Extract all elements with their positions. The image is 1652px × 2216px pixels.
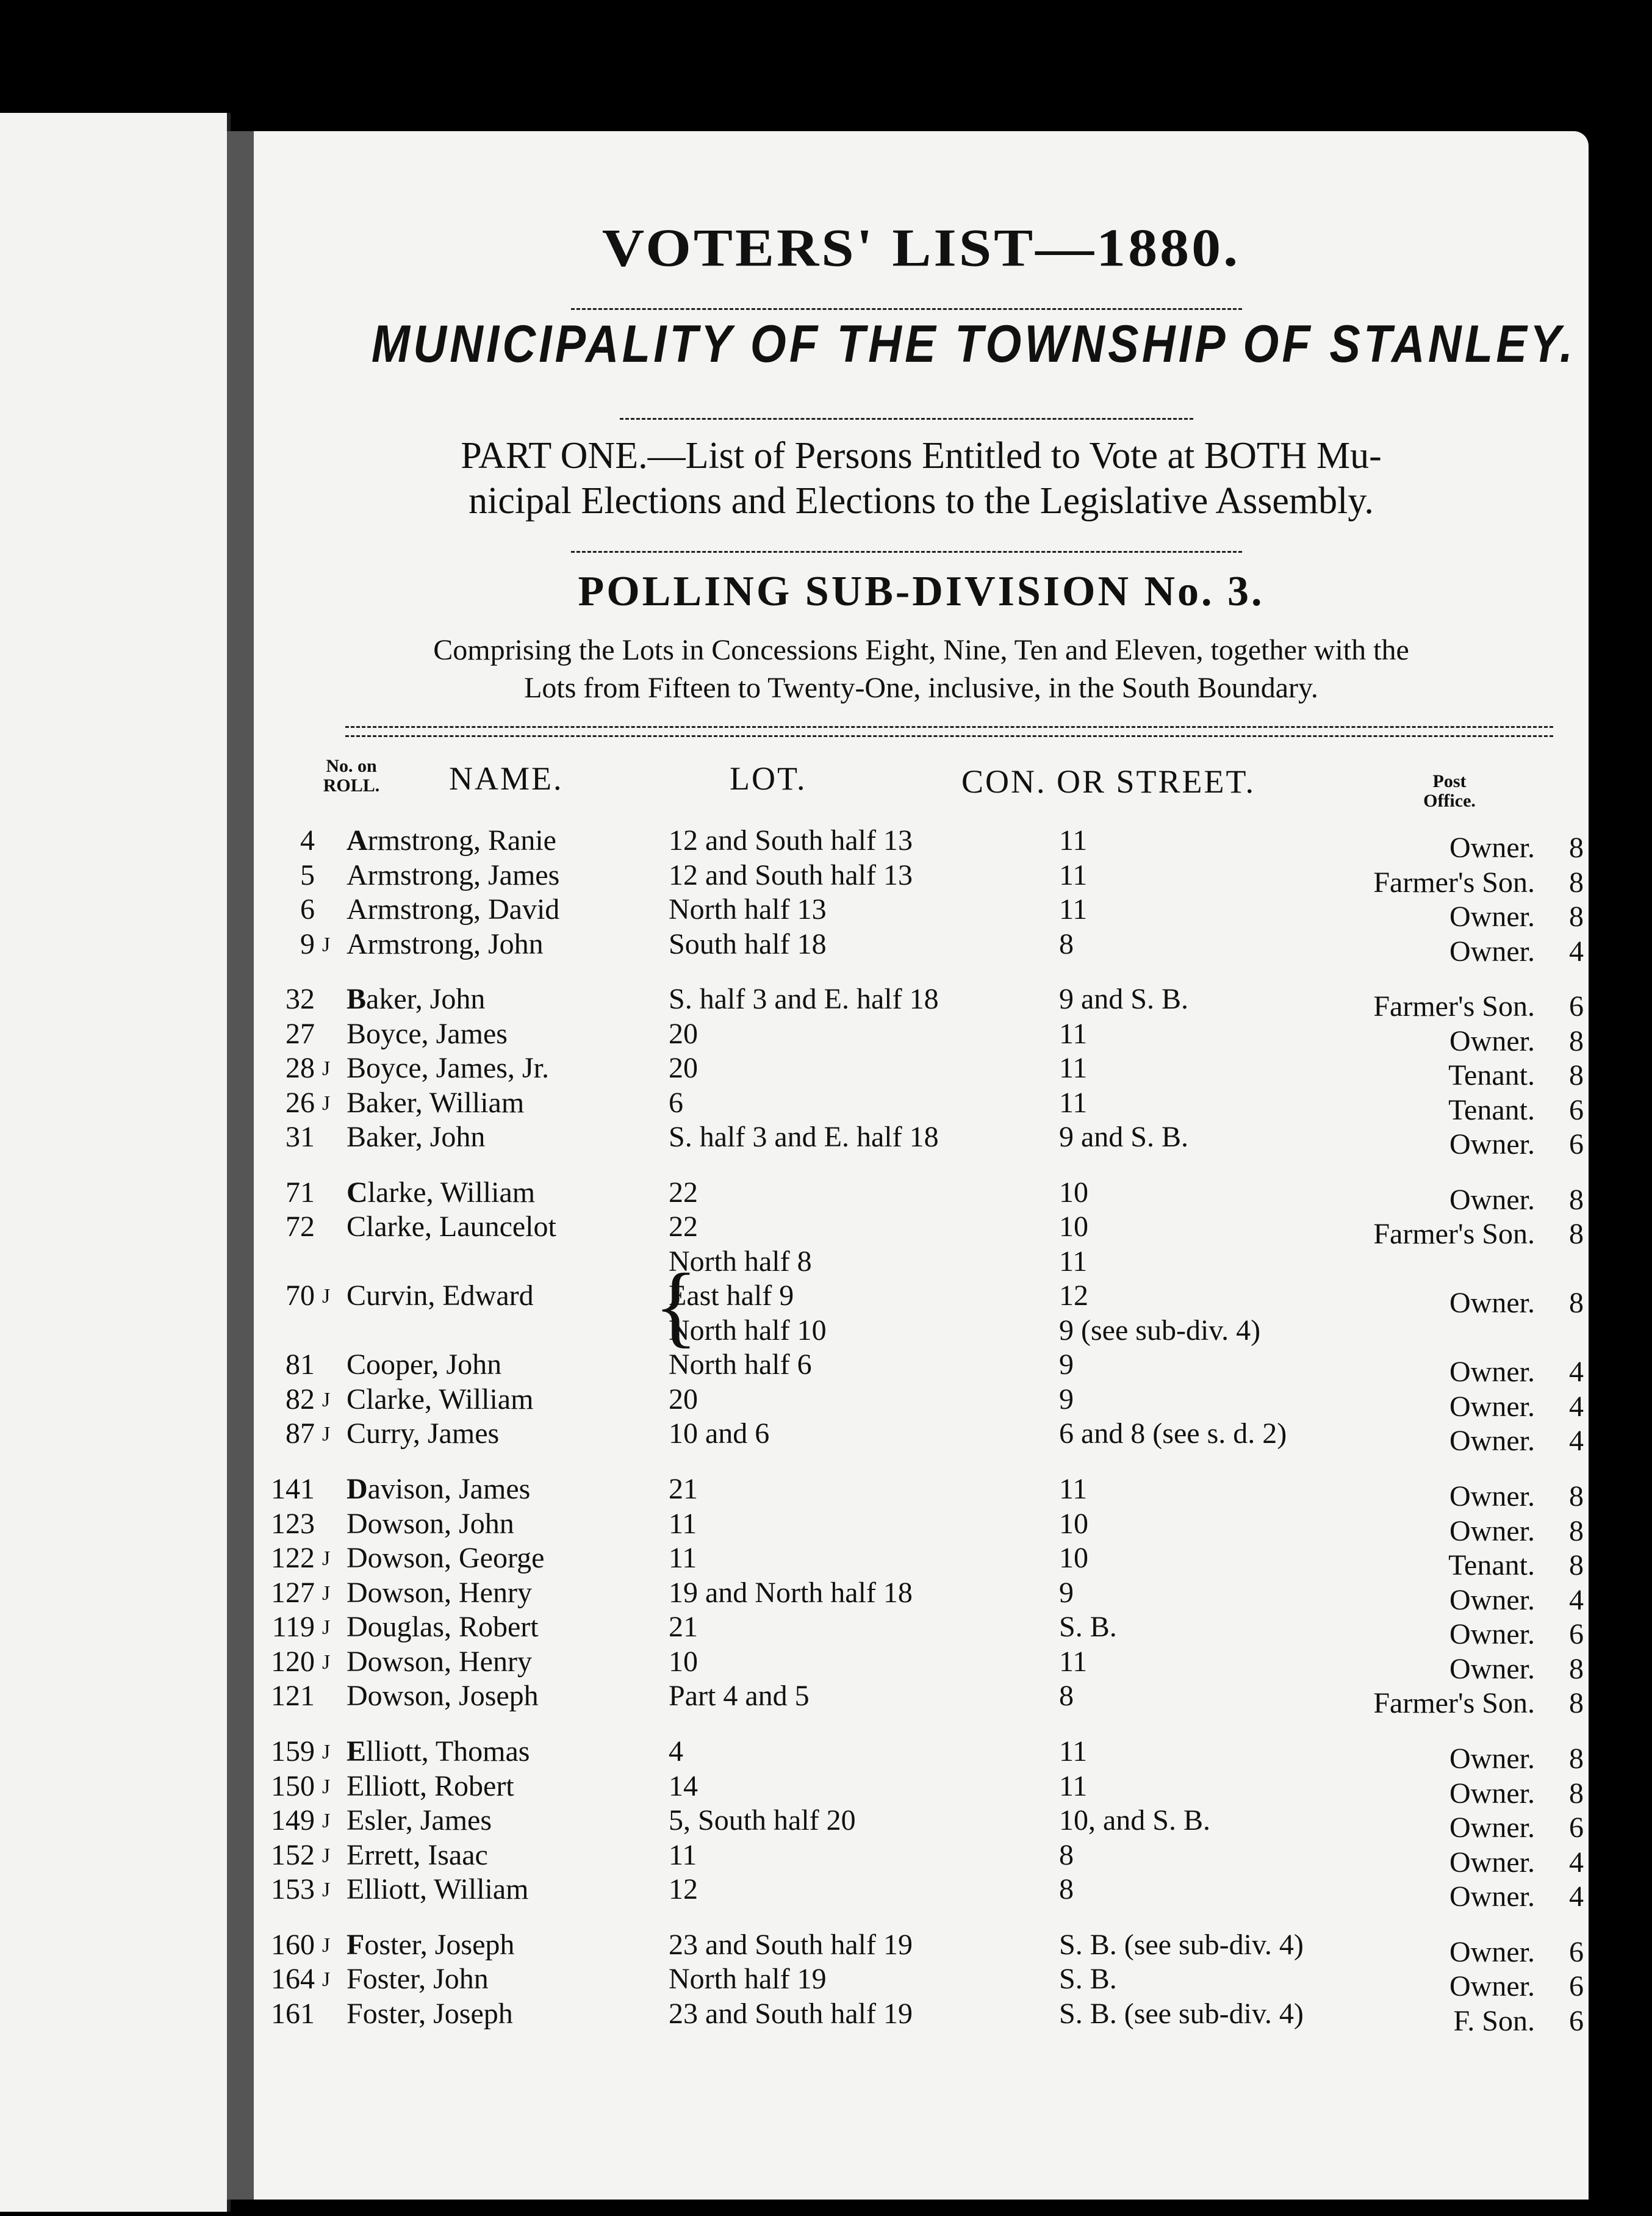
voter-name: Douglas, Robert — [347, 1611, 539, 1643]
post-office-cell: 8 — [1569, 1653, 1584, 1685]
lot-cell: 19 and North half 18 — [669, 1577, 913, 1609]
roll-number: 70 — [286, 1279, 315, 1312]
voter-name: Baker, John — [347, 1121, 486, 1153]
voter-name: Boyce, James — [347, 1018, 508, 1050]
roll-number: 32 — [286, 983, 315, 1015]
lot-cell: 5, South half 20 — [669, 1804, 856, 1836]
lot-cell: 21 — [669, 1473, 698, 1505]
comprising-line-1: Comprising the Lots in Concessions Eight, Nine, Ten and Eleven, together with the — [433, 634, 1409, 666]
lot-cell: East half 9 — [669, 1279, 794, 1312]
header-no-on-roll: No. on ROLL. — [323, 756, 380, 796]
table-row — [254, 982, 1584, 1023]
juror-mark: J — [322, 1879, 331, 1901]
lot-cell: S. half 3 and E. half 18 — [669, 1121, 939, 1153]
qualification-cell: Owner. — [1449, 1025, 1535, 1057]
juror-mark: J — [322, 1968, 331, 1991]
table-row — [254, 1507, 1584, 1547]
qualification-cell: F. Son. — [1453, 2005, 1535, 2037]
post-office-cell: 4 — [1569, 1584, 1584, 1616]
voter-name: Clarke, William — [347, 1176, 536, 1209]
header-lot: LOT. — [730, 760, 807, 797]
lot-cell: Part 4 and 5 — [669, 1680, 810, 1712]
qualification-cell: Tenant. — [1448, 1549, 1535, 1581]
polling-subdivision: POLLING SUB-DIVISION No. 3. — [578, 568, 1265, 615]
roll-number: 27 — [286, 1018, 315, 1050]
table-row — [254, 1735, 1584, 1775]
post-office-cell: 4 — [1569, 935, 1584, 968]
lot-cell: 20 — [669, 1052, 698, 1084]
table-row — [254, 1576, 1584, 1616]
roll-number: 149 — [271, 1804, 315, 1836]
post-office-cell: 4 — [1569, 1846, 1584, 1879]
table-row — [254, 1279, 1584, 1319]
concession-cell: 9 and S. B. — [1059, 1121, 1189, 1153]
brace: { — [654, 1255, 698, 1356]
table-row — [254, 1210, 1584, 1250]
post-office-cell: 8 — [1569, 1549, 1584, 1581]
voter-name: Errett, Isaac — [347, 1839, 488, 1871]
lot-cell: 20 — [669, 1383, 698, 1416]
voter-name: Armstrong, Ranie — [347, 824, 556, 857]
roll-number: 82 — [286, 1383, 315, 1416]
concession-cell: 11 — [1059, 1052, 1088, 1084]
lot-cell: 4 — [669, 1735, 683, 1768]
concession-cell: 9 — [1059, 1383, 1074, 1416]
concession-cell: 10 — [1059, 1176, 1088, 1209]
juror-mark: J — [322, 1092, 331, 1115]
roll-number: 159 — [271, 1735, 315, 1768]
post-office-cell: 6 — [1569, 990, 1584, 1023]
post-office-cell: 8 — [1569, 1687, 1584, 1719]
table-row — [254, 1051, 1584, 1092]
voter-name: Dowson, Henry — [347, 1646, 532, 1678]
roll-number: 127 — [271, 1577, 315, 1609]
table-row — [254, 893, 1584, 933]
table-row — [254, 1610, 1584, 1650]
lot-cell: 11 — [669, 1839, 697, 1871]
post-office-cell: 8 — [1569, 1743, 1584, 1775]
juror-mark: J — [322, 1844, 331, 1867]
juror-mark: J — [322, 1547, 331, 1570]
municipality-heading: MUNICIPALITY OF THE TOWNSHIP OF STANLEY. — [371, 315, 1576, 373]
post-office-cell: 8 — [1569, 866, 1584, 899]
roll-number: 141 — [271, 1473, 315, 1505]
roll-number: 4 — [300, 824, 315, 857]
qualification-cell: Owner. — [1449, 1743, 1535, 1775]
voter-name: Boyce, James, Jr. — [347, 1052, 549, 1084]
roll-number: 87 — [286, 1417, 315, 1450]
voters-table — [254, 131, 1584, 2200]
roll-number: 152 — [271, 1839, 315, 1871]
qualification-cell: Owner. — [1449, 1425, 1535, 1457]
qualification-cell: Owner. — [1449, 1128, 1535, 1160]
juror-mark: J — [322, 1741, 331, 1763]
qualification-cell: Owner. — [1449, 1811, 1535, 1844]
qualification-cell: Owner. — [1449, 1936, 1535, 1968]
table-row — [254, 824, 1584, 864]
concession-cell: 11 — [1059, 1646, 1088, 1678]
voter-name: Dowson, John — [347, 1508, 514, 1540]
table-row — [254, 1176, 1584, 1216]
header-con: CON. OR STREET. — [961, 763, 1256, 800]
qualification-cell: Owner. — [1449, 1880, 1535, 1913]
roll-number: 120 — [271, 1646, 315, 1678]
qualification-cell: Owner. — [1449, 1184, 1535, 1216]
roll-number: 160 — [271, 1929, 315, 1961]
table-row — [254, 1472, 1584, 1513]
table-row — [254, 1314, 1565, 1348]
post-office-cell: 8 — [1569, 1059, 1584, 1092]
voter-name: Davison, James — [347, 1473, 531, 1505]
voter-name: Dowson, George — [347, 1542, 545, 1574]
post-office-cell: 4 — [1569, 1425, 1584, 1457]
roll-number: 71 — [286, 1176, 315, 1209]
voter-name: Elliott, William — [347, 1873, 529, 1905]
qualification-cell: Owner. — [1449, 1970, 1535, 2002]
juror-mark: J — [322, 1285, 331, 1308]
part-line-1: PART ONE.—List of Persons Entitled to Vote at BOTH Mu- — [461, 435, 1382, 477]
post-office-cell: 4 — [1569, 1880, 1584, 1913]
roll-number: 153 — [271, 1873, 315, 1905]
post-office-cell: 8 — [1569, 832, 1584, 864]
voter-name: Curry, James — [347, 1417, 500, 1450]
lot-cell: 12 and South half 13 — [669, 859, 913, 891]
voter-name: Baker, William — [347, 1087, 525, 1119]
concession-cell: S. B. (see sub-div. 4) — [1059, 1929, 1304, 1961]
roll-number: 122 — [271, 1542, 315, 1574]
voter-name: Cooper, John — [347, 1348, 502, 1381]
table-row — [254, 1120, 1584, 1160]
juror-mark: J — [322, 1934, 331, 1957]
page-title: VOTERS' LIST—1880. — [602, 217, 1241, 278]
qualification-cell: Owner. — [1449, 1515, 1535, 1547]
concession-cell: 8 — [1059, 1680, 1074, 1712]
concession-cell: 9 and S. B. — [1059, 983, 1189, 1015]
lot-cell: 12 and South half 13 — [669, 824, 913, 857]
table-row — [254, 1245, 1565, 1279]
qualification-cell: Farmer's Son. — [1373, 866, 1535, 899]
concession-cell: 8 — [1059, 928, 1074, 960]
post-office-cell: 8 — [1569, 1480, 1584, 1513]
part-line-2: nicipal Elections and Elections to the Legislative Assembly. — [469, 480, 1374, 522]
concession-cell: 11 — [1059, 1473, 1088, 1505]
voter-name: Armstrong, David — [347, 893, 560, 926]
qualification-cell: Owner. — [1449, 901, 1535, 933]
post-office-cell: 8 — [1569, 1515, 1584, 1547]
roll-number: 123 — [271, 1508, 315, 1540]
juror-mark: J — [322, 934, 331, 956]
concession-cell: 11 — [1059, 1018, 1088, 1050]
qualification-cell: Owner. — [1449, 1846, 1535, 1879]
roll-number: 119 — [271, 1611, 315, 1643]
lot-cell: 23 and South half 19 — [669, 1929, 913, 1961]
concession-cell: 10, and S. B. — [1059, 1804, 1211, 1836]
lot-cell: 6 — [669, 1087, 683, 1119]
voter-name: Armstrong, James — [347, 859, 560, 891]
lot-cell: North half 6 — [669, 1348, 812, 1381]
post-office-cell: 8 — [1569, 1218, 1584, 1250]
qualification-cell: Tenant. — [1448, 1094, 1535, 1126]
concession-cell: 8 — [1059, 1839, 1074, 1871]
voter-name: Dowson, Henry — [347, 1577, 532, 1609]
roll-number: 121 — [271, 1680, 315, 1712]
post-office-cell: 6 — [1569, 1970, 1584, 2002]
concession-cell: 10 — [1059, 1542, 1088, 1574]
post-office-cell: 6 — [1569, 1936, 1584, 1968]
lot-cell: South half 18 — [669, 928, 827, 960]
table-row — [254, 1838, 1584, 1879]
table-row — [254, 1541, 1584, 1581]
table-row — [254, 1679, 1584, 1719]
roll-number: 164 — [271, 1963, 315, 1995]
post-office-cell: 6 — [1569, 1618, 1584, 1650]
post-office-cell: 6 — [1569, 1811, 1584, 1844]
concession-cell: 11 — [1059, 1087, 1088, 1119]
concession-cell: S. B. — [1059, 1963, 1117, 1995]
voter-name: Elliott, Thomas — [347, 1735, 530, 1768]
lot-cell: North half 10 — [669, 1314, 827, 1347]
juror-mark: J — [322, 1810, 331, 1832]
lot-cell: 10 and 6 — [669, 1417, 770, 1450]
concession-cell: 10 — [1059, 1211, 1088, 1243]
qualification-cell: Farmer's Son. — [1373, 1687, 1535, 1719]
juror-mark: J — [322, 1389, 331, 1411]
concession-cell: 12 — [1059, 1279, 1088, 1312]
post-office-cell: 6 — [1569, 1128, 1584, 1160]
table-row — [254, 1417, 1584, 1457]
post-office-cell: 8 — [1569, 901, 1584, 933]
roll-number: 161 — [271, 1998, 315, 2030]
lot-cell: 21 — [669, 1611, 698, 1643]
post-office-cell: 8 — [1569, 1184, 1584, 1216]
juror-mark: J — [322, 1775, 331, 1798]
post-office-cell: 4 — [1569, 1390, 1584, 1423]
concession-cell: 11 — [1059, 893, 1088, 926]
concession-cell: 9 — [1059, 1348, 1074, 1381]
voter-name: Curvin, Edward — [347, 1279, 534, 1312]
concession-cell: 11 — [1059, 1770, 1088, 1802]
juror-mark: J — [322, 1423, 331, 1445]
voter-name: Foster, John — [347, 1963, 489, 1995]
concession-cell: 6 and 8 (see s. d. 2) — [1059, 1417, 1287, 1450]
lot-cell: 22 — [669, 1211, 698, 1243]
roll-number: 26 — [286, 1087, 315, 1119]
qualification-cell: Owner. — [1449, 1356, 1535, 1388]
concession-cell: 11 — [1059, 1245, 1088, 1278]
concession-cell: S. B. (see sub-div. 4) — [1059, 1998, 1304, 2030]
roll-number: 31 — [286, 1121, 315, 1153]
table-row — [254, 1769, 1584, 1810]
roll-number: 6 — [300, 893, 315, 926]
header-post-office: Post Office. — [1423, 771, 1476, 811]
roll-number: 81 — [286, 1348, 315, 1381]
table-row — [254, 858, 1584, 899]
concession-cell: 8 — [1059, 1873, 1074, 1905]
qualification-cell: Farmer's Son. — [1373, 990, 1535, 1023]
voter-name: Elliott, Robert — [347, 1770, 514, 1802]
concession-cell: 11 — [1059, 824, 1088, 857]
concession-cell: 11 — [1059, 859, 1088, 891]
table-row — [254, 1928, 1584, 1968]
lot-cell: 11 — [669, 1542, 697, 1574]
lot-cell: North half 8 — [669, 1245, 812, 1278]
voter-name: Foster, Joseph — [347, 1998, 513, 2030]
lot-cell: 22 — [669, 1176, 698, 1209]
concession-cell: 10 — [1059, 1508, 1088, 1540]
qualification-cell: Owner. — [1449, 832, 1535, 864]
table-row — [254, 1997, 1584, 2037]
comprising-line-2: Lots from Fifteen to Twenty-One, inclusive, in the South Boundary. — [524, 672, 1318, 704]
table-row — [254, 1872, 1584, 1913]
qualification-cell: Owner. — [1449, 1480, 1535, 1513]
table-row — [254, 1804, 1584, 1844]
roll-number: 9 — [300, 928, 315, 960]
roll-number: 72 — [286, 1211, 315, 1243]
qualification-cell: Owner. — [1449, 1584, 1535, 1616]
concession-cell: S. B. — [1059, 1611, 1117, 1643]
roll-number: 28 — [286, 1052, 315, 1084]
juror-mark: J — [322, 1582, 331, 1605]
lot-cell: 23 and South half 19 — [669, 1998, 913, 2030]
concession-cell: 9 — [1059, 1577, 1074, 1609]
qualification-cell: Owner. — [1449, 1618, 1535, 1650]
lot-cell: North half 13 — [669, 893, 827, 926]
post-office-cell: 8 — [1569, 1777, 1584, 1810]
table-row — [254, 1383, 1584, 1423]
voter-name: Esler, James — [347, 1804, 492, 1836]
juror-mark: J — [322, 1616, 331, 1639]
lot-cell: 20 — [669, 1018, 698, 1050]
voter-name: Baker, John — [347, 983, 486, 1015]
lot-cell: 11 — [669, 1508, 697, 1540]
lot-cell: North half 19 — [669, 1963, 827, 1995]
voter-name: Foster, Joseph — [347, 1929, 515, 1961]
post-office-cell: 6 — [1569, 1094, 1584, 1126]
concession-cell: 11 — [1059, 1735, 1088, 1768]
post-office-cell: 8 — [1569, 1025, 1584, 1057]
qualification-cell: Owner. — [1449, 1653, 1535, 1685]
table-row — [254, 927, 1584, 968]
qualification-cell: Farmer's Son. — [1373, 1218, 1535, 1250]
header-name: NAME. — [449, 760, 564, 797]
facing-page — [0, 113, 231, 2212]
voter-name: Armstrong, John — [347, 928, 544, 960]
qualification-cell: Tenant. — [1448, 1059, 1535, 1092]
voter-name: Dowson, Joseph — [347, 1680, 539, 1712]
table-row — [254, 1086, 1584, 1126]
juror-mark: J — [322, 1057, 331, 1080]
post-office-cell: 8 — [1569, 1287, 1584, 1319]
lot-cell: 14 — [669, 1770, 698, 1802]
lot-cell: 10 — [669, 1646, 698, 1678]
qualification-cell: Owner. — [1449, 1287, 1535, 1319]
voter-name: Clarke, Launcelot — [347, 1211, 556, 1243]
roll-number: 5 — [300, 859, 315, 891]
post-office-cell: 6 — [1569, 2005, 1584, 2037]
voters-list-page — [227, 131, 1589, 2200]
table-row — [254, 1348, 1584, 1388]
table-row — [254, 1017, 1584, 1057]
voter-name: Clarke, William — [347, 1383, 534, 1416]
qualification-cell: Owner. — [1449, 1777, 1535, 1810]
juror-mark: J — [322, 1651, 331, 1674]
roll-number: 150 — [271, 1770, 315, 1802]
qualification-cell: Owner. — [1449, 1390, 1535, 1423]
table-row — [254, 1962, 1584, 2002]
concession-cell: 9 (see sub-div. 4) — [1059, 1314, 1261, 1347]
lot-cell: 12 — [669, 1873, 698, 1905]
qualification-cell: Owner. — [1449, 935, 1535, 968]
lot-cell: S. half 3 and E. half 18 — [669, 983, 939, 1015]
post-office-cell: 4 — [1569, 1356, 1584, 1388]
table-row — [254, 1645, 1584, 1685]
